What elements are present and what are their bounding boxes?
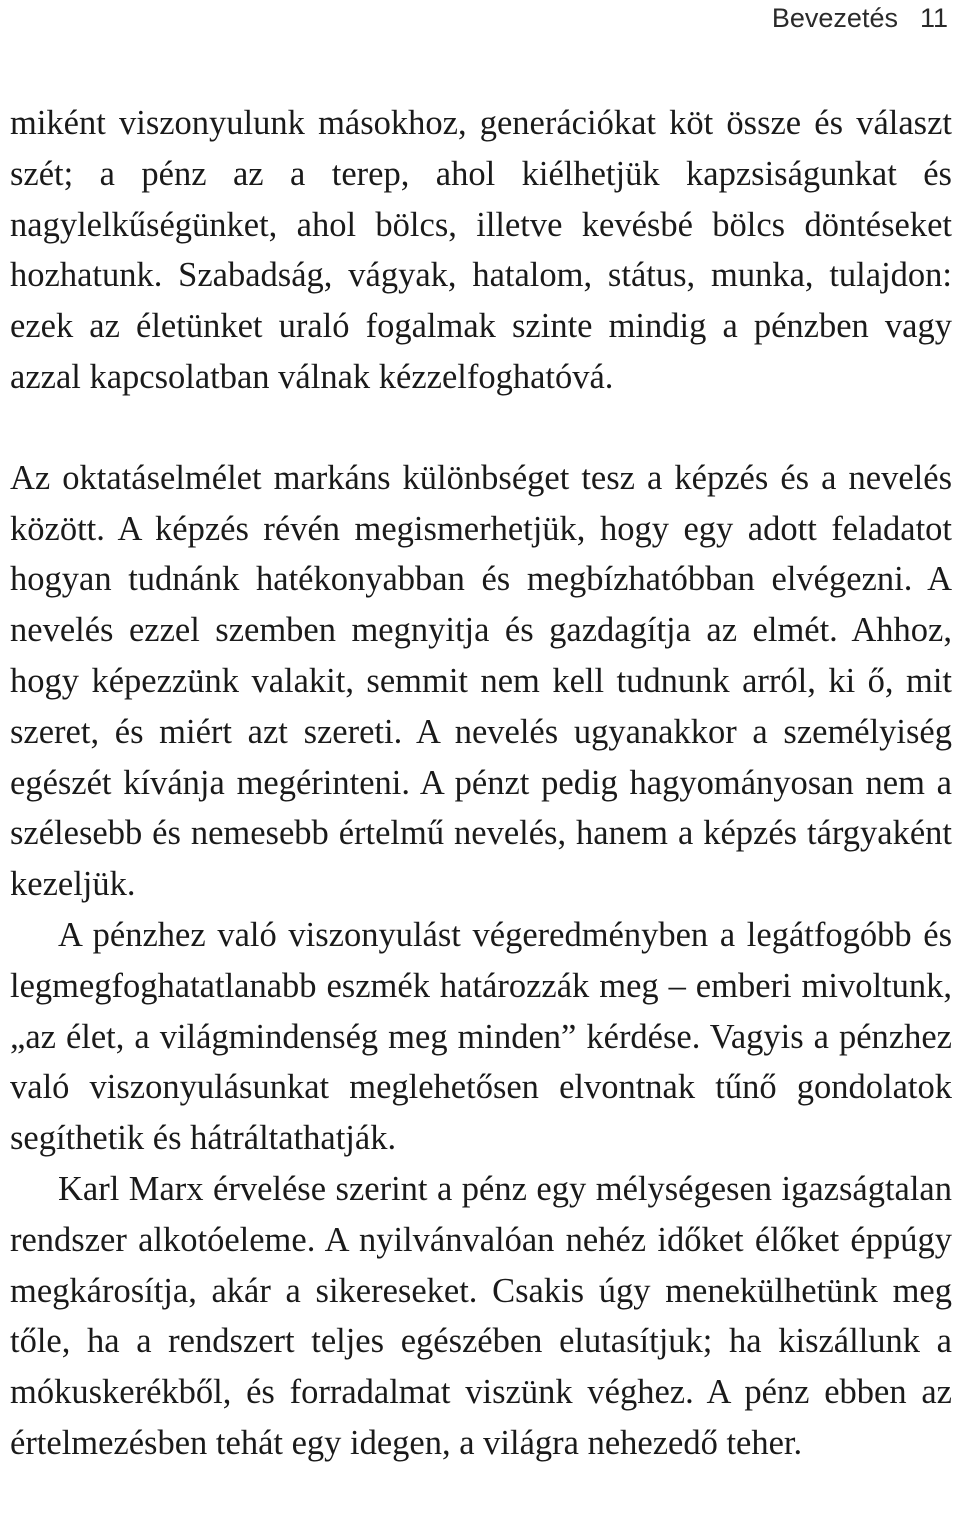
body-text [10,98,952,1469]
running-header [772,0,948,36]
paragraph-abstract-ideas: A pénzhez való viszonyulást végeredményben a legátfogóbb és legmegfoghatatlanabb eszmék határozzák meg – emberi mivoltunk, „az élet, a világmindenség meg minden” kérdése. Vagyis a pénzhez való viszonyulásunkat meglehetősen elvontnak tűnő gondolatok segíthetik és hátráltathatják. [10,915,952,1158]
paragraph-karl-marx: Karl Marx érvelése szerint a pénz egy mélységesen igazságtalan rendszer alkotóeleme. A nyilvánvalóan nehéz időket élőket éppúgy megkárosítja, akár a sikereseket. Csakis úgy menekülhetünk meg tőle, ha a rendszert teljes egészében elutasítjuk; ha kiszállunk a mókuskerékből, és forradalmat viszünk véghez. A pénz ebben az értelmezésben tehát egy idegen, a világra nehezedő teher. [10,1169,952,1462]
page-number: 11 [919,2,948,33]
chapter-title: Bevezetés [771,2,898,33]
paragraph-continuation: miként viszonyulunk másokhoz, generációkat köt össze és választ szét; a pénz az a terep, ahol kiélhetjük kapzsiságunkat és nagylelkűségünket, ahol bölcs, illetve kevésbé bölcs döntéseket hozhatunk. Szabadság, vágyak, hatalom, státus, munka, tulajdon: ezek az életünket uraló fogalmak szinte mindig a pénzben vagy azzal kapcsolatban válnak kézzelfoghatóvá. [10,104,952,396]
paragraph-education-theory: Az oktatáselmélet markáns különbséget tesz a képzés és a nevelés között. A képzés révén megismerhetjük, hogy egy adott feladatot hogyan tudnánk hatékonyabban és megbízhatóbban elvégezni. A nevelés ezzel szemben megnyitja és gazdagítja az elmét. Ahhoz, hogy képezzünk valakit, semmit nem kell tudnunk arról, ki ő, mit szeret, és miért azt szereti. A nevelés ugyanakkor a személyiség egészét kívánja megérinteni. A pénzt pedig hagyományosan nem a szélesebb és nemesebb értelmű nevelés, hanem a képzés tárgyaként kezeljük. [10,458,952,904]
